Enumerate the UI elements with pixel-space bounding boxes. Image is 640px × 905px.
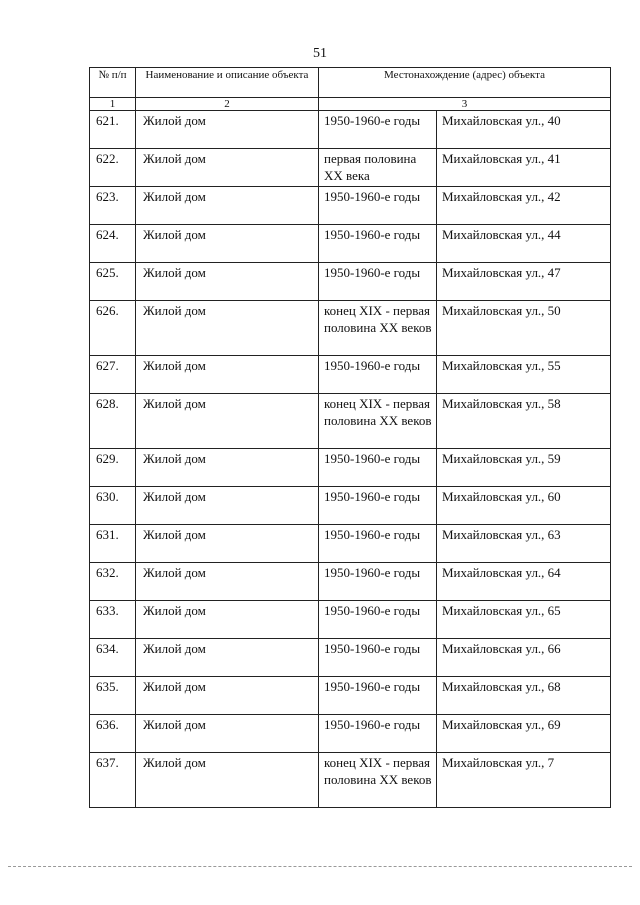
object-name: Жилой дом [136,677,319,715]
object-address: Михайловская ул., 63 [437,525,611,563]
row-number: 629. [90,449,136,487]
object-name: Жилой дом [136,187,319,225]
row-number: 630. [90,487,136,525]
table-row [90,111,611,149]
table-row [90,601,611,639]
table-row [90,225,611,263]
column-number-2: 2 [136,98,319,111]
table-row [90,263,611,301]
table-row [90,356,611,394]
object-name: Жилой дом [136,525,319,563]
table-row [90,677,611,715]
object-name: Жилой дом [136,301,319,356]
table-row [90,563,611,601]
object-period: первая половина XX века [319,149,437,187]
row-number: 625. [90,263,136,301]
object-period: 1950-1960-е годы [319,225,437,263]
row-number: 626. [90,301,136,356]
table-row [90,753,611,808]
object-name: Жилой дом [136,149,319,187]
object-period: конец XIX - первая половина XX веков [319,753,437,808]
row-number: 636. [90,715,136,753]
object-period: 1950-1960-е годы [319,639,437,677]
object-period: 1950-1960-е годы [319,525,437,563]
object-address: Михайловская ул., 42 [437,187,611,225]
table-row [90,394,611,449]
object-address: Михайловская ул., 44 [437,225,611,263]
column-number-1: 1 [90,98,136,111]
row-number: 635. [90,677,136,715]
header-number: № п/п [90,68,136,98]
object-period: конец XIX - первая половина XX веков [319,394,437,449]
object-address: Михайловская ул., 40 [437,111,611,149]
object-address: Михайловская ул., 69 [437,715,611,753]
object-name: Жилой дом [136,639,319,677]
object-address: Михайловская ул., 66 [437,639,611,677]
row-number: 631. [90,525,136,563]
object-address: Михайловская ул., 41 [437,149,611,187]
row-number: 622. [90,149,136,187]
scan-edge-line [8,866,632,867]
object-name: Жилой дом [136,449,319,487]
object-period: 1950-1960-е годы [319,715,437,753]
table-row [90,301,611,356]
table-row [90,187,611,225]
table-row [90,449,611,487]
object-name: Жилой дом [136,601,319,639]
table-row [90,525,611,563]
object-address: Михайловская ул., 68 [437,677,611,715]
heritage-registry-table [89,67,611,808]
row-number: 627. [90,356,136,394]
object-period: 1950-1960-е годы [319,563,437,601]
object-period: 1950-1960-е годы [319,111,437,149]
row-number: 621. [90,111,136,149]
object-name: Жилой дом [136,111,319,149]
table-body [90,111,611,808]
object-period: 1950-1960-е годы [319,601,437,639]
row-number: 623. [90,187,136,225]
object-name: Жилой дом [136,356,319,394]
object-address: Михайловская ул., 58 [437,394,611,449]
object-period: 1950-1960-е годы [319,487,437,525]
object-address: Михайловская ул., 50 [437,301,611,356]
header-name: Наименование и описание объекта [136,68,319,98]
object-name: Жилой дом [136,715,319,753]
row-number: 637. [90,753,136,808]
object-period: 1950-1960-е годы [319,187,437,225]
object-address: Михайловская ул., 59 [437,449,611,487]
object-name: Жилой дом [136,487,319,525]
row-number: 632. [90,563,136,601]
object-period: 1950-1960-е годы [319,263,437,301]
row-number: 633. [90,601,136,639]
table-row [90,639,611,677]
object-name: Жилой дом [136,225,319,263]
row-number: 634. [90,639,136,677]
page-number: 51 [313,46,327,61]
table-row [90,487,611,525]
table-row [90,715,611,753]
object-name: Жилой дом [136,563,319,601]
object-address: Михайловская ул., 7 [437,753,611,808]
object-address: Михайловская ул., 64 [437,563,611,601]
row-number: 628. [90,394,136,449]
object-name: Жилой дом [136,753,319,808]
object-period: конец XIX - первая половина XX веков [319,301,437,356]
object-address: Михайловская ул., 65 [437,601,611,639]
header-location: Местонахождение (адрес) объекта [319,68,611,98]
object-period: 1950-1960-е годы [319,449,437,487]
object-period: 1950-1960-е годы [319,356,437,394]
object-address: Михайловская ул., 55 [437,356,611,394]
object-address: Михайловская ул., 60 [437,487,611,525]
row-number: 624. [90,225,136,263]
object-name: Жилой дом [136,394,319,449]
object-period: 1950-1960-е годы [319,677,437,715]
object-name: Жилой дом [136,263,319,301]
object-address: Михайловская ул., 47 [437,263,611,301]
table-row [90,149,611,187]
column-number-3: 3 [319,98,611,111]
